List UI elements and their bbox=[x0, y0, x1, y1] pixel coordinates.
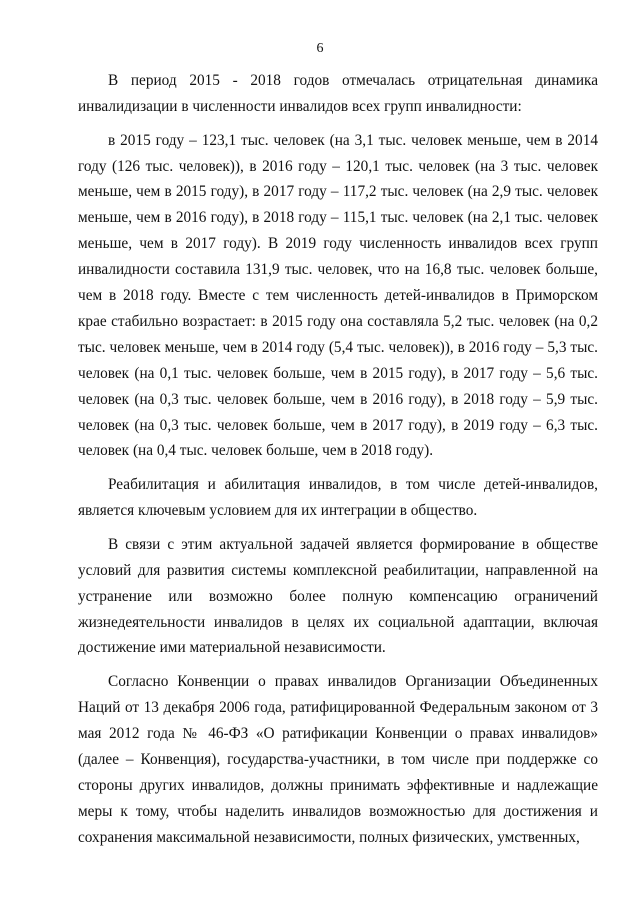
paragraph-un-convention: Согласно Конвенции о правах инвалидов Организации Объединенных Наций от 13 декабря 2006 года, ратифицированной Федеральным законом от 3 мая 2012 года № 46-ФЗ «О ратификации Конвенции о правах инвалидов» (далее – Конвенция), государства-участники, в том числе при поддержке со стороны других инвалидов, должны принимать эффективные и надлежащие меры к тому, чтобы наделить инвалидов возможностью для достижения и сохранения максимальной независимости, полных физических, умственных, bbox=[78, 673, 598, 846]
paragraph-rehabilitation-key-condition: Реабилитация и абилитация инвалидов, в том числе детей-инвалидов, является ключевым условием для их интеграции в общество. bbox=[78, 476, 598, 520]
paragraph-rehabilitation-system-task: В связи с этим актуальной задачей является формирование в обществе условий для развития системы комплексной реабилитации, направленной на устранение или возможно более полную компенсацию ограничений жизнедеятельности инвалидов в целях их социальной адаптации, включая достижение ими материальной независимости. bbox=[78, 535, 598, 657]
paragraph-disability-dynamics-intro: В период 2015 - 2018 годов отмечалась отрицательная динамика инвалидизации в численности инвалидов всех групп инвалидности: bbox=[78, 72, 598, 115]
paragraph-disability-statistics: в 2015 году – 123,1 тыс. человек (на 3,1 тыс. человек меньше, чем в 2014 году (126 тыс. человек)), в 2016 году – 120,1 тыс. человек (на 3 тыс. человек меньше, чем в 2015 году), в 2017 году – 117,2 тыс. человек (на 2,9 тыс. человек меньше, чем в 2016 году), в 2018 году – 115,1 тыс. человек (на 2,1 тыс. человек меньше, чем в 2017 году). В 2019 году численность инвалидов всех групп инвалидности составила 131,9 тыс. человек, что на 16,8 тыс. человек больше, чем в 2018 году. Вместе с тем численность детей-инвалидов в Приморском крае стабильно возрастает: в 2015 году она составляла 5,2 тыс. человек (на 0,2 тыс. человек меньше, чем в 2014 году (5,4 тыс. человек)), в 2016 году – 5,3 тыс. человек (на 0,1 тыс. человек больше, чем в 2015 году), в 2017 году – 5,6 тыс. человек (на 0,3 тыс. человек больше, чем в 2016 году), в 2018 году – 5,9 тыс. человек (на 0,3 тыс. человек больше, чем в 2017 году), в 2019 году – 6,3 тыс. человек (на 0,4 тыс. человек больше, чем в 2018 году). bbox=[78, 131, 598, 460]
body-text bbox=[78, 68, 598, 858]
page-number: 6 bbox=[316, 41, 324, 56]
